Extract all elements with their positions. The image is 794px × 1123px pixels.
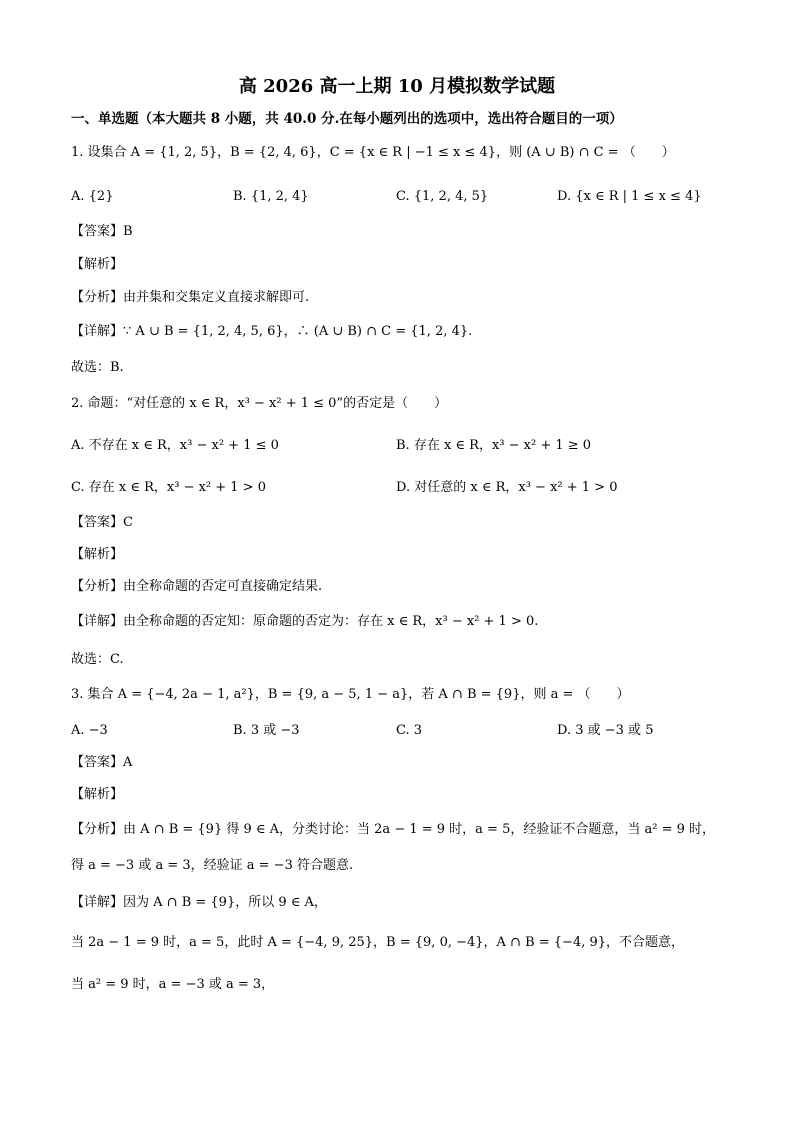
q1-detail-line: 【详解】∵ A ∪ B = {1, 2, 4, 5, 6}，∴ (A ∪ B) ∩ C = {1, 2, 4}. [71,324,473,339]
q1-option-a: A. {2} [71,189,114,204]
q2-analysis-label: 【解析】 [71,547,124,562]
q2-stem: 2. 命题：“对任意的 x ∈ R，x³ − x² + 1 ≤ 0”的否定是（ ） [71,396,448,411]
q1-conclusion: 故选：B. [71,360,124,375]
q2-option-a: A. 不存在 x ∈ R，x³ − x² + 1 ≤ 0 [71,438,279,453]
q1-answer-line [71,223,133,241]
q3-fenxi-1: 由 A ∩ B = {9} 得 9 ∈ A，分类讨论：当 2a − 1 = 9 时，a = 5，经验证不合题意，当 a² = 9 时， [123,822,716,837]
q2-detail-line: 【详解】由全称命题的否定知：原命题的否定为：存在 x ∈ R，x³ − x² + 1 > 0. [71,614,539,629]
q2-answer: C [123,515,133,530]
q1-option-c: C. {1, 2, 4, 5} [396,189,489,204]
q2-answer-line [71,514,133,532]
q3-option-d: D. 3 或 −3 或 5 [557,723,654,738]
q1-fenxi: 由并集和交集定义直接求解即可. [123,290,310,305]
answer-label: 【答案】 [71,515,124,530]
q3-option-b: B. 3 或 −3 [233,723,300,738]
section-heading: 一、单选题（本大题共 8 小题，共 40.0 分.在每小题列出的选项中，选出符合题目的一项） [71,111,623,127]
q3-fenxi-line-2: 得 a = −3 或 a = 3，经验证 a = −3 符合题意. [71,858,354,873]
q3-detail-1: 因为 A ∩ B = {9}，所以 9 ∈ A， [123,895,327,910]
q3-stem: 3. 集合 A = {−4, 2a − 1, a²}，B = {9, a − 5, 1 − a}，若 A ∩ B = {9}，则 a = （ ） [71,687,630,702]
q2-fenxi-line: 【分析】由全称命题的否定可直接确定结果. [71,579,323,594]
q3-option-c: C. 3 [396,723,423,738]
q1-analysis-label: 【解析】 [71,257,124,272]
q3-detail-line-1: 【详解】因为 A ∩ B = {9}，所以 9 ∈ A， [71,895,327,910]
q1-option-d: D. {x ∈ R | 1 ≤ x ≤ 4} [557,189,702,204]
q2-option-b: B. 存在 x ∈ R，x³ − x² + 1 ≥ 0 [396,438,592,453]
answer-label: 【答案】 [71,755,124,770]
q3-detail-line-3: 当 a² = 9 时，a = −3 或 a = 3， [71,977,275,992]
q1-answer: B [123,224,133,239]
page-title: 高 2026 高一上期 10 月模拟数学试题 [238,76,556,97]
q3-answer-line [71,754,132,772]
q2-option-d: D. 对任意的 x ∈ R，x³ − x² + 1 > 0 [396,480,618,495]
answer-label: 【答案】 [71,224,124,239]
q3-analysis-label: 【解析】 [71,787,124,802]
q2-detail: 由全称命题的否定知：原命题的否定为：存在 x ∈ R，x³ − x² + 1 > 0. [123,614,539,629]
q3-option-a: A. −3 [71,723,108,738]
q1-option-b: B. {1, 2, 4} [233,189,309,204]
q2-option-c: C. 存在 x ∈ R，x³ − x² + 1 > 0 [71,480,266,495]
q3-fenxi-line-1: 【分析】由 A ∩ B = {9} 得 9 ∈ A，分类讨论：当 2a − 1 = 9 时，a = 5，经验证不合题意，当 a² = 9 时， [71,822,716,837]
q3-answer: A [123,755,133,770]
q3-detail-line-2: 当 2a − 1 = 9 时，a = 5，此时 A = {−4, 9, 25}，B = {9, 0, −4}，A ∩ B = {−4, 9}，不合题意， [71,935,685,950]
q1-stem: 1. 设集合 A = {1, 2, 5}，B = {2, 4, 6}，C = {x ∈ R | −1 ≤ x ≤ 4}，则 (A ∪ B) ∩ C = （ ） [71,145,675,160]
q2-conclusion: 故选：C. [71,652,124,667]
q1-detail: ∵ A ∪ B = {1, 2, 4, 5, 6}，∴ (A ∪ B) ∩ C = {1, 2, 4}. [123,324,473,339]
q2-fenxi: 由全称命题的否定可直接确定结果. [123,579,323,594]
q1-fenxi-line: 【分析】由并集和交集定义直接求解即可. [71,290,310,305]
